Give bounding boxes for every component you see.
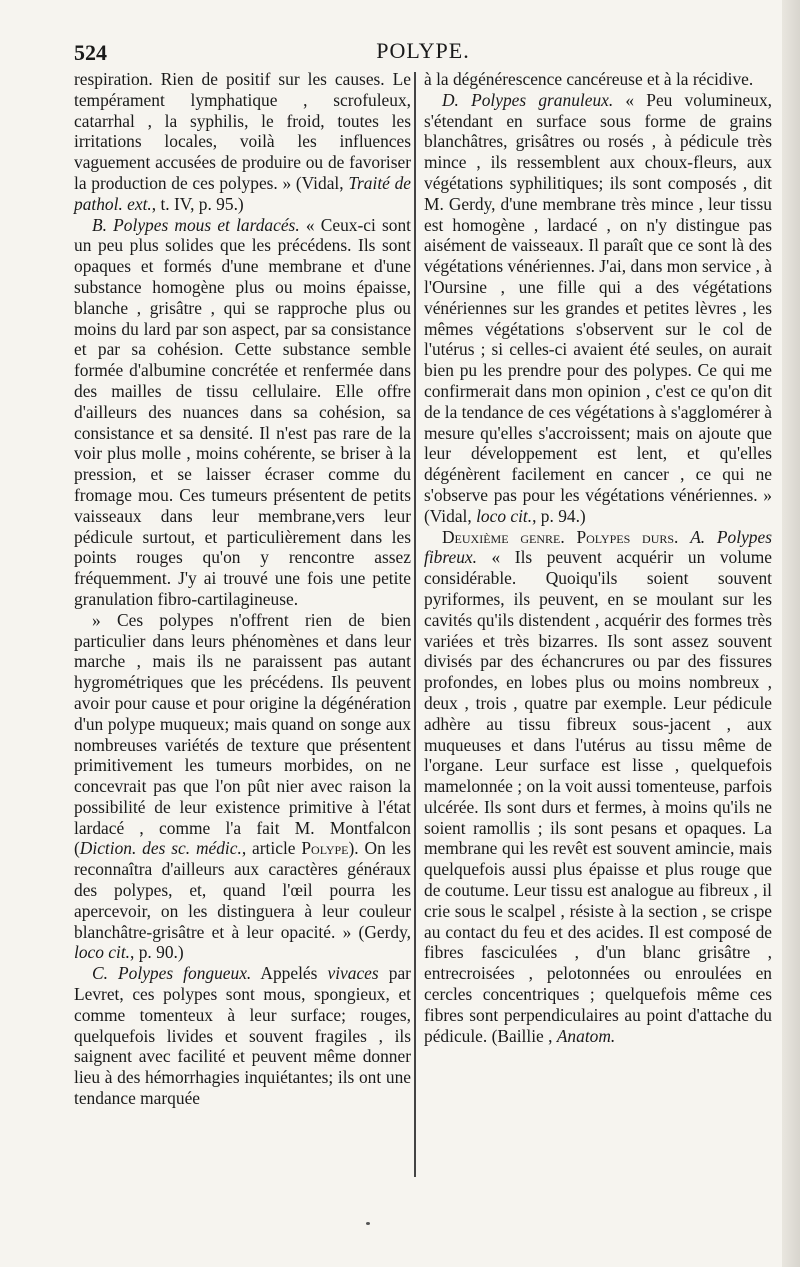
page-number: 524: [74, 40, 107, 65]
right-column: [424, 69, 772, 1046]
paragraph: à la dégénérescence cancéreuse et à la récidive.: [424, 69, 754, 89]
left-column: [74, 69, 411, 1109]
paragraph: B. Polypes mous et lardacés. « Ceux-ci sont un peu plus solides que les précédens. Ils sont opaques et formés d'une membrane et d'une substance homogène plus ou moins épaisse, blanche , grisâtre , qui se rapproche plus ou moins du lard par son aspect, par sa consistance et par sa cohésion. Cette substance semble formée d'albumine concrétée et renfermée dans des mailles de tissu cellulaire. Elle offre d'ailleurs des nuances dans sa cohésion, sa consistance et sa densité. Il n'est pas rare de la voir plus molle , moins cohérente, se briser à la pression, et se laisser écraser comme du fromage mou. Ces tumeurs présentent de petits vaisseaux dans leur membrane,vers leur pédicule surtout, et particulièrement dans les points rouges qu'on y rencontre assez fréquemment. J'y ai trouvé une fois une petite granulation fibro-cartilagineuse.: [74, 214, 411, 609]
running-title: POLYPE.: [376, 38, 470, 63]
page-header: [74, 36, 772, 66]
page-edge: [782, 0, 800, 1267]
paragraph: » Ces polypes n'offrent rien de bien particulier dans leurs phénomènes et dans leur marche , mais ils ne paraissent pas autant hygrométriques que les précédens. Ils peuvent avoir pour cause et pour origine la dégénération d'un polype muqueux; mais quand on songe aux nombreuses variétés de texture que présentent primitivement les tumeurs morbides, on ne concevrait pas que l'on pût nier avec raison la possibilité de leur existence primitive à l'état lardacé , comme l'a fait M. Montfalcon (Diction. des sc. médic., article Polype). On les reconnaîtra d'ailleurs aux caractères généraux des polypes, et, quand l'œil pourra les apercevoir, on les distinguera à leur couleur blanchâtre-grisâtre et à leur opacité. » (Gerdy, loco cit., p. 90.): [74, 609, 411, 963]
paragraph: D. Polypes granuleux. « Peu volumineux, s'étendant en surface sous forme de grains blanchâtres, grisâtres ou rosés , à pédicule très mince , ils ressemblent aux choux-fleurs, aux végétations syphilitiques; ils sont composés , dit M. Gerdy, d'une membrane très mince , leur tissu est homogène , lardacé , on n'y distingue pas aisément de vaisseaux. Il paraît que ce sont là des végétations vénériennes. J'ai, dans mon service , à l'Oursine , une fille qui a des végétations vénériennes sur les grandes et petites lèvres , les mêmes végétations s'observent sur le col de l'utérus ; si celles-ci avaient été seules, on aurait bien pu les prendre pour des polypes. Ce qui me confirmerait dans mon opinion , c'est ce qu'on dit de la tendance de ces végétations à s'agglomérer à mesure qu'elles s'accroissent; mais on ajoute que leur développement est lent, et qu'elles dégénèrent facilement en cancer , ce qui ne s'observe pas pour les végétations vénériennes. » (Vidal, loco cit., p. 94.): [424, 89, 772, 526]
print-speck: [366, 1222, 370, 1225]
paragraph: respiration. Rien de positif sur les causes. Le tempérament lymphatique , scrofuleux, catarrhal , la syphilis, le froid, toutes les irritations locales, voilà les influences vaguement accusées de produire ou de favoriser la production de ces polypes. » (Vidal, Traité de pathol. ext., t. IV, p. 95.): [74, 69, 411, 214]
column-divider: [414, 72, 416, 1177]
paragraph: Deuxième genre. Polypes durs. A. Polypes fibreux. « Ils peuvent acquérir un volume considérable. Quoiqu'ils soient souvent pyriformes, ils peuvent, en se moulant sur les cavités qu'ils distendent , acquérir des formes très variées et très bizarres. Ils sont assez souvent divisés par des échancrures ou par des fissures profondes, en lobes plus ou moins nombreux , deux , trois , quatre par exemple. Leur pédicule adhère au tissu fibreux sous-jacent , aux muqueuses et dans l'utérus au tissu même de l'organe. Leur surface est lisse , quelquefois mamelonnée ; on la voit aussi tomenteuse, parfois ulcérée. Ils sont durs et fermes, à moins qu'ils ne soient ramollis ; ils sont pesans et opaques. La membrane qui les revêt est souvent amincie, mais quelquefois aussi plus épaisse et plus rouge que de coutume. Leur tissu est analogue au fibreux , il crie sous le scalpel , résiste à la section , se crispe au contact du feu et des acides. Il est composé de fibres fasciculées , d'un blanc grisâtre , entrecroisées , pelotonnées ou enroulées en cercles concentriques ; quelquefois même ces fibres sont perpendiculaires au point d'attache du pédicule. (Baillie , Anatom.: [424, 526, 772, 1046]
paragraph: C. Polypes fongueux. Appelés vivaces par Levret, ces polypes sont mous, spongieux, et comme tomenteux à leur surface; rouges, quelquefois livides et souvent fragiles , ils saignent avec facilité et peuvent même donner lieu à des hémorrhagies inquiétantes; ils ont une tendance marquée: [74, 963, 411, 1109]
